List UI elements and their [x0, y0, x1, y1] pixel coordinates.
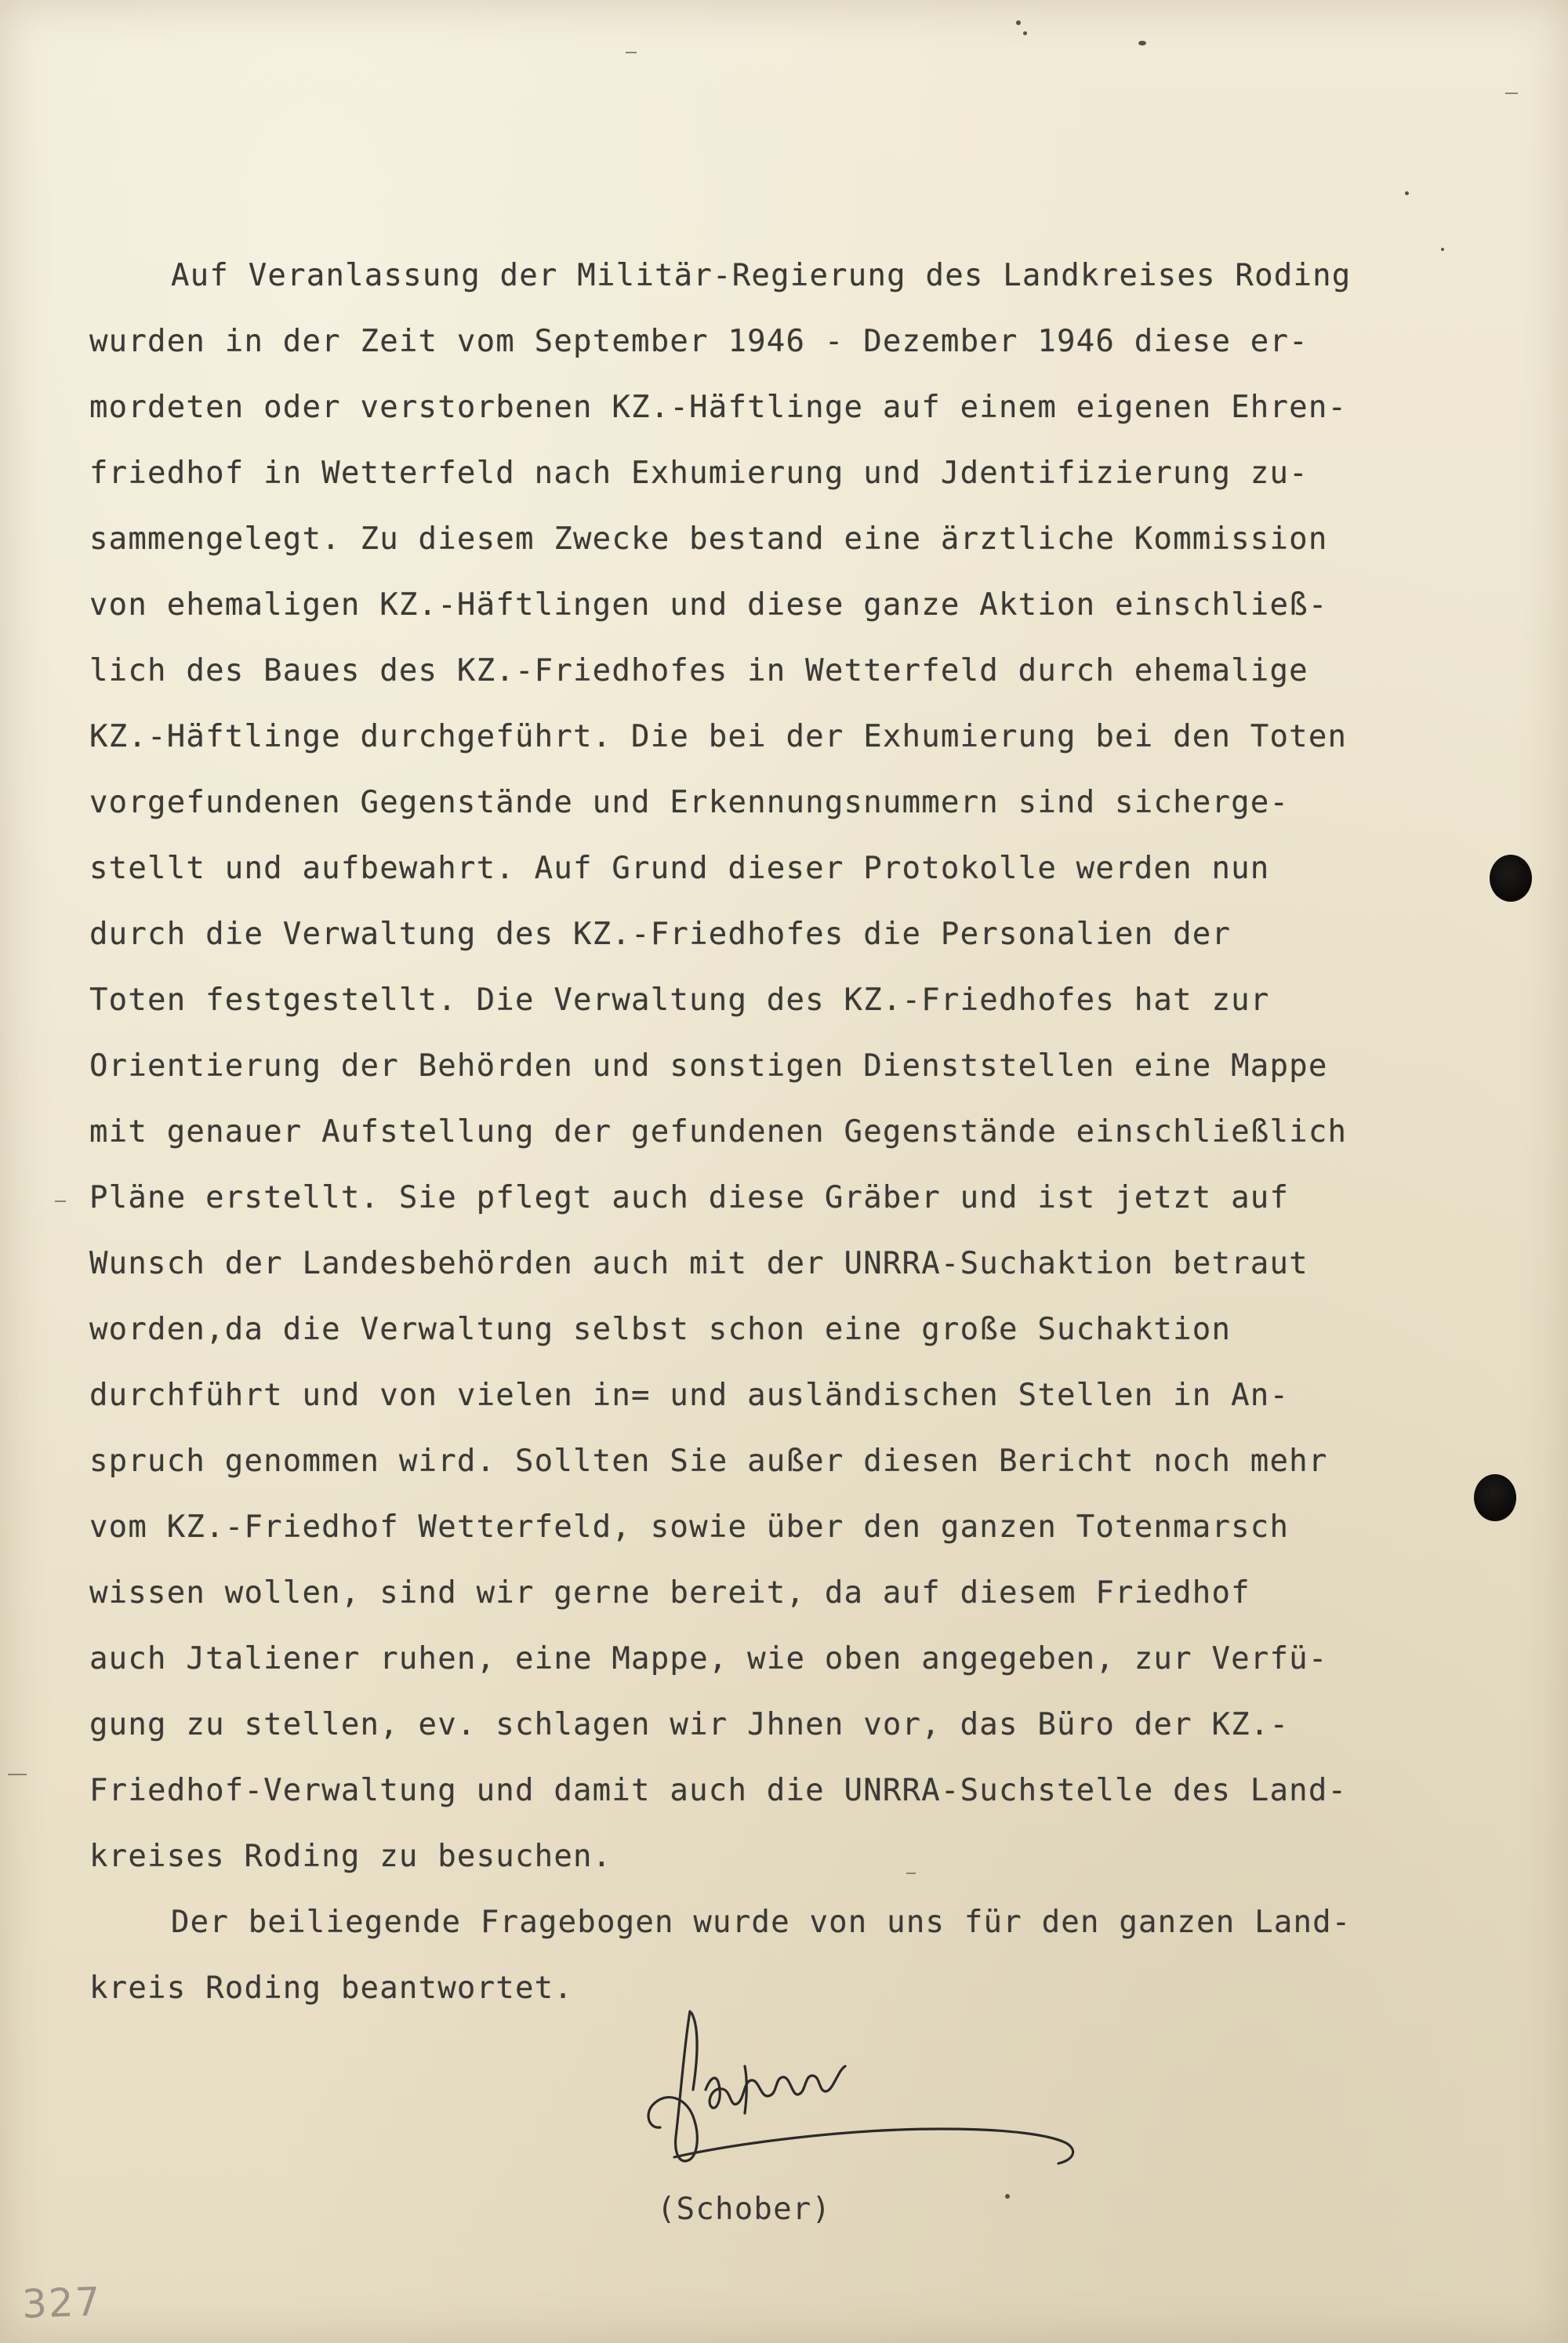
body-line: vorgefundenen Gegenstände und Erkennungsnummern sind sicherge- [89, 785, 1290, 820]
paper-speck [1441, 248, 1444, 251]
signatory-name: (Schober) [657, 2192, 832, 2227]
paper-speck [1405, 191, 1409, 195]
body-line: Der beiliegende Fragebogen wurde von uns für den ganzen Land- [171, 1905, 1352, 1940]
body-line: Friedhof-Verwaltung und damit auch die UNRRA-Suchstelle des Land- [89, 1773, 1348, 1808]
body-line: worden,da die Verwaltung selbst schon eine große Suchaktion [89, 1312, 1232, 1347]
signature-stroke [706, 2066, 845, 2108]
paper-speck [1005, 2194, 1010, 2199]
body-line: Wunsch der Landesbehörden auch mit der UNRRA-Suchaktion betraut [89, 1246, 1308, 1281]
paper-speck [1023, 31, 1027, 35]
body-line: Pläne erstellt. Sie pflegt auch diese Gräber und ist jetzt auf [89, 1180, 1290, 1215]
punch-hole [1474, 1474, 1516, 1521]
body-line: kreis Roding beantwortet. [89, 1971, 573, 2006]
body-line: durch die Verwaltung des KZ.-Friedhofes die Personalien der [89, 917, 1232, 952]
body-line: gung zu stellen, ev. schlagen wir Jhnen vor, das Büro der KZ.- [89, 1707, 1290, 1742]
body-line: spruch genommen wird. Sollten Sie außer diesen Bericht noch mehr [89, 1444, 1328, 1479]
body-line: mordeten oder verstorbenen KZ.-Häftlinge auf einem eigenen Ehren- [89, 390, 1348, 425]
body-line: Toten festgestellt. Die Verwaltung des KZ.-Friedhofes hat zur [89, 983, 1270, 1018]
body-line: kreises Roding zu besuchen. [89, 1839, 612, 1874]
body-line: sammengelegt. Zu diesem Zwecke bestand eine ärztliche Kommission [89, 521, 1328, 557]
signature-stroke [648, 2011, 697, 2161]
signature [643, 2003, 1129, 2207]
body-line: von ehemaligen KZ.-Häftlingen und diese ganze Aktion einschließ- [89, 587, 1328, 623]
body-line: wurden in der Zeit vom September 1946 - Dezember 1946 diese er- [89, 324, 1308, 359]
paper-speck [1016, 20, 1021, 25]
body-line: vom KZ.-Friedhof Wetterfeld, sowie über den ganzen Totenmarsch [89, 1509, 1290, 1545]
body-line: Auf Veranlassung der Militär-Regierung des Landkreises Roding [171, 258, 1352, 293]
signature-stroke [691, 2013, 697, 2090]
body-line: auch Jtaliener ruhen, eine Mappe, wie oben angegeben, zur Verfü- [89, 1641, 1328, 1676]
body-line: Orientierung der Behörden und sonstigen Dienststellen eine Mappe [89, 1048, 1328, 1084]
paper-mark [55, 1201, 66, 1202]
punch-hole [1490, 855, 1532, 902]
paper-speck [1138, 41, 1146, 45]
body-line: lich des Baues des KZ.-Friedhofes in Wetterfeld durch ehemalige [89, 653, 1308, 688]
body-line: durchführt und von vielen in= und ausländischen Stellen in An- [89, 1378, 1290, 1413]
paper-mark [8, 1774, 27, 1775]
paper-mark [906, 1873, 916, 1874]
paper-mark [1505, 93, 1518, 94]
archive-page-number: 327 [21, 2279, 103, 2327]
body-line: mit genauer Aufstellung der gefundenen Gegenstände einschließlich [89, 1114, 1348, 1150]
body-line: friedhof in Wetterfeld nach Exhumierung und Jdentifizierung zu- [89, 456, 1308, 491]
body-line: KZ.-Häftlinge durchgeführt. Die bei der Exhumierung bei den Toten [89, 719, 1348, 754]
body-line: wissen wollen, sind wir gerne bereit, da auf diesem Friedhof [89, 1575, 1250, 1611]
signature-stroke [674, 2129, 1073, 2163]
body-line: stellt und aufbewahrt. Auf Grund dieser Protokolle werden nun [89, 851, 1270, 886]
paper-mark [626, 52, 637, 53]
